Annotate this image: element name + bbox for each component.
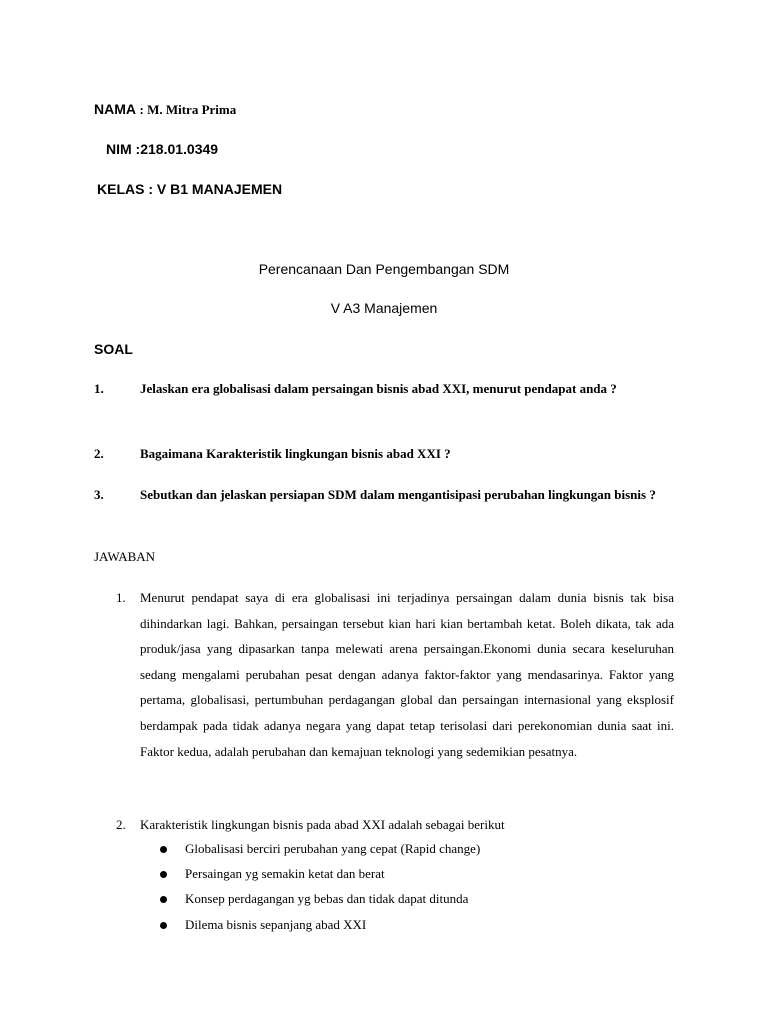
bullet-item <box>160 891 468 907</box>
student-class: KELAS : V B1 MANAJEMEN <box>97 181 283 197</box>
name-label: NAMA <box>94 101 136 117</box>
bullet-text: Dilema bisnis sepanjang abad XXI <box>185 917 367 932</box>
bullet-text: Globalisasi berciri perubahan yang cepat (Rapid change) <box>185 841 481 856</box>
question-text: Jelaskan era globalisasi dalam persaingan bisnis abad XXI, menurut pendapat anda ? <box>140 381 617 396</box>
answer-item <box>116 585 674 764</box>
answer-text: Karakteristik lingkungan bisnis pada abad XXI adalah sebagai berikut <box>140 817 505 832</box>
answer-text: Menurut pendapat saya di era globalisasi ini terjadinya persaingan dalam dunia bisnis tak bisa dihindarkan lagi. Bahkan, persaingan tersebut kian hari kian bertambah ketat. Boleh dikata, tak ada produk/jasa yang dipasarkan tanpa melewati arena persaingan.Ekonomi dunia secara keseluruhan sedang mengalami perubahan pesat dengan adanya faktor-faktor yang mendasarinya. Faktor yang pertama, globalisasi, pertumbuhan perdagangan global dan persaingan internasional yang eksplosif berdampak pada tidak adanya negara yang dapat tetap terisolasi dari perekonomian dunia saat ini. Faktor kedua, adalah perubahan dan kemajuan teknologi yang sedemikian pesatnya. <box>140 590 674 759</box>
question-item <box>94 482 674 507</box>
bullet-item <box>160 841 480 857</box>
name-value: : M. Mitra Prima <box>139 102 237 117</box>
question-item <box>94 441 674 466</box>
student-name-line <box>94 101 236 119</box>
student-nim: NIM :218.01.0349 <box>106 141 219 157</box>
bullet-text: Konsep perdagangan yg bebas dan tidak dapat ditunda <box>185 891 469 906</box>
class-subtitle: V A3 Manajemen <box>330 300 438 316</box>
bullet-text: Persaingan yg semakin ketat dan berat <box>185 866 385 881</box>
question-number: 3. <box>94 487 104 502</box>
course-title: Perencanaan Dan Pengembangan SDM <box>258 261 510 277</box>
bullet-dot-icon <box>160 846 167 853</box>
soal-heading: SOAL <box>94 341 133 357</box>
answer-item <box>116 812 674 838</box>
question-text: Sebutkan dan jelaskan persiapan SDM dalam mengantisipasi perubahan lingkungan bisnis ? <box>140 487 656 502</box>
answer-number: 2. <box>116 817 126 832</box>
bullet-item <box>160 917 366 933</box>
question-number: 2. <box>94 446 104 461</box>
jawaban-heading: JAWABAN <box>94 549 156 564</box>
bullet-item <box>160 866 385 882</box>
bullet-dot-icon <box>160 871 167 878</box>
bullet-dot-icon <box>160 922 167 929</box>
answer-number: 1. <box>116 590 126 605</box>
question-item <box>94 376 674 401</box>
bullet-dot-icon <box>160 896 167 903</box>
question-text: Bagaimana Karakteristik lingkungan bisnis abad XXI ? <box>140 446 451 461</box>
question-number: 1. <box>94 381 104 396</box>
